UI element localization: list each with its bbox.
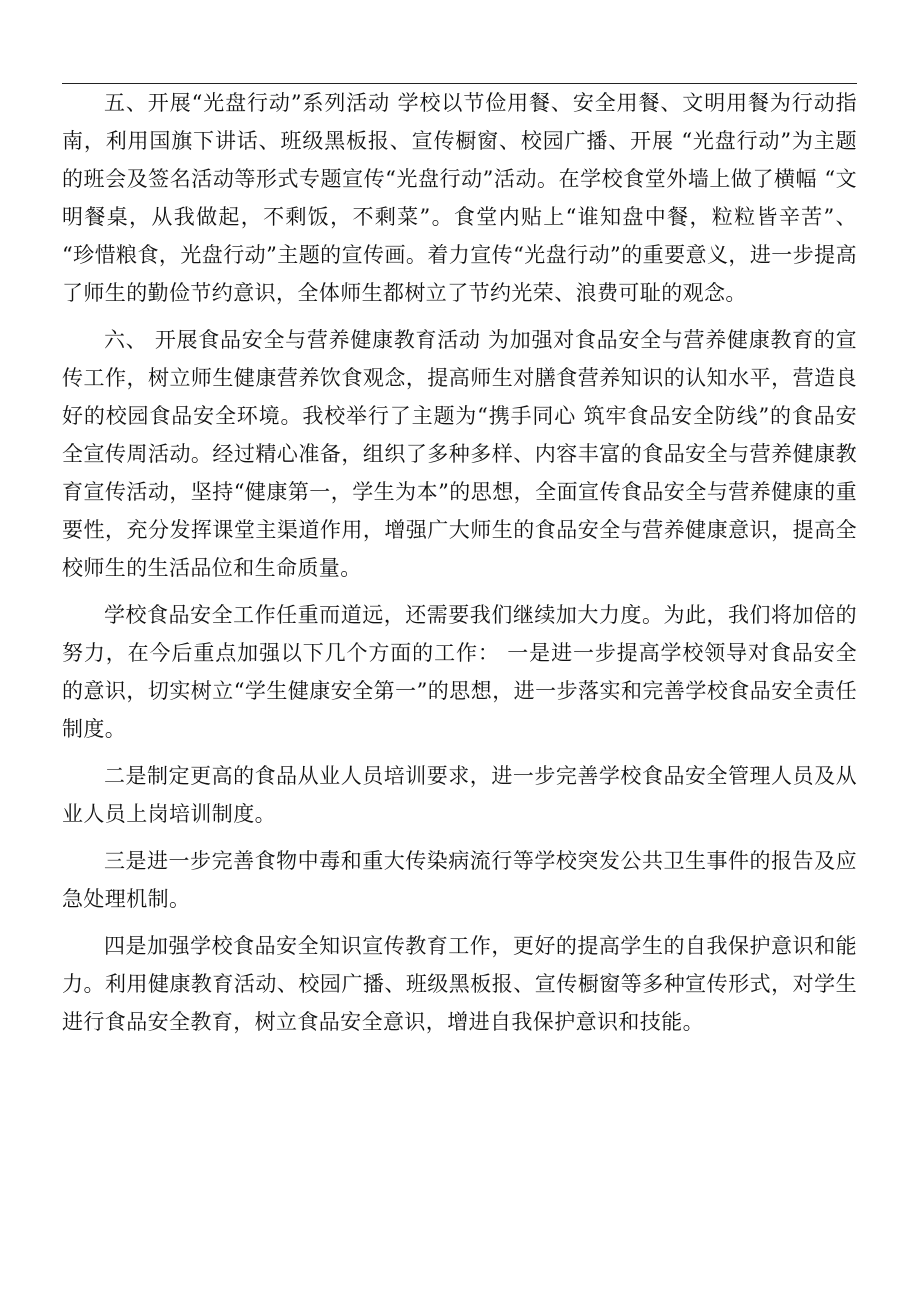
- paragraph-emergency-mechanism: 三是进一步完善食物中毒和重大传染病流行等学校突发公共卫生事件的报告及应急处理机制。: [62, 849, 857, 911]
- document-body: [62, 84, 857, 1041]
- paragraph-food-safety-education: 六、 开展食品安全与营养健康教育活动 为加强对食品安全与营养健康教育的宣传工作，树立师生健康营养饮食观念，提高师生对膳食营养知识的认知水平，营造良好的校园食品安全环境。我校举行了主题为“携手同心 筑牢食品安全防线”的食品安全宣传周活动。经过精心准备，组织了多种多样、内容丰富的食品安全与营养健康教育宣传活动，坚持“健康第一，学生为本”的思想，全面宣传食品安全与营养健康的重要性，充分发挥课堂主渠道作用，增强广大师生的食品安全与营养健康意识，提高全校师生的生活品位和生命质量。: [62, 328, 857, 580]
- paragraph-training-requirements: 二是制定更高的食品从业人员培训要求，进一步完善学校食品安全管理人员及从业人员上岗培训制度。: [62, 764, 857, 826]
- paragraph-safety-knowledge-education: 四是加强学校食品安全知识宣传教育工作，更好的提高学生的自我保护意识和能力。利用健康教育活动、校园广播、班级黑板报、宣传橱窗等多种宣传形式，对学生进行食品安全教育，树立食品安全意识，增进自我保护意识和技能。: [62, 934, 857, 1034]
- paragraph-guangpan-action: 五、开展“光盘行动”系列活动 学校以节俭用餐、安全用餐、文明用餐为行动指南，利用国旗下讲话、班级黑板报、宣传橱窗、校园广播、开展 “光盘行动”为主题的班会及签名活动等形式专题宣传“光盘行动”活动。在学校食堂外墙上做了横幅 “文明餐桌，从我做起，不剩饭，不剩菜”。食堂内贴上“谁知盘中餐，粒粒皆辛苦”、 “珍惜粮食，光盘行动”主题的宣传画。着力宣传“光盘行动”的重要意义，进一步提高了师生的勤俭节约意识，全体师生都树立了节约光荣、浪费可耻的观念。: [62, 91, 857, 305]
- paragraph-future-work-intro: 学校食品安全工作任重而道远，还需要我们继续加大力度。为此，我们将加倍的努力，在今后重点加强以下几个方面的工作： 一是进一步提高学校领导对食品安全的意识，切实树立“学生健康安全第一”的思想，进一步落实和完善学校食品安全责任制度。: [62, 603, 857, 741]
